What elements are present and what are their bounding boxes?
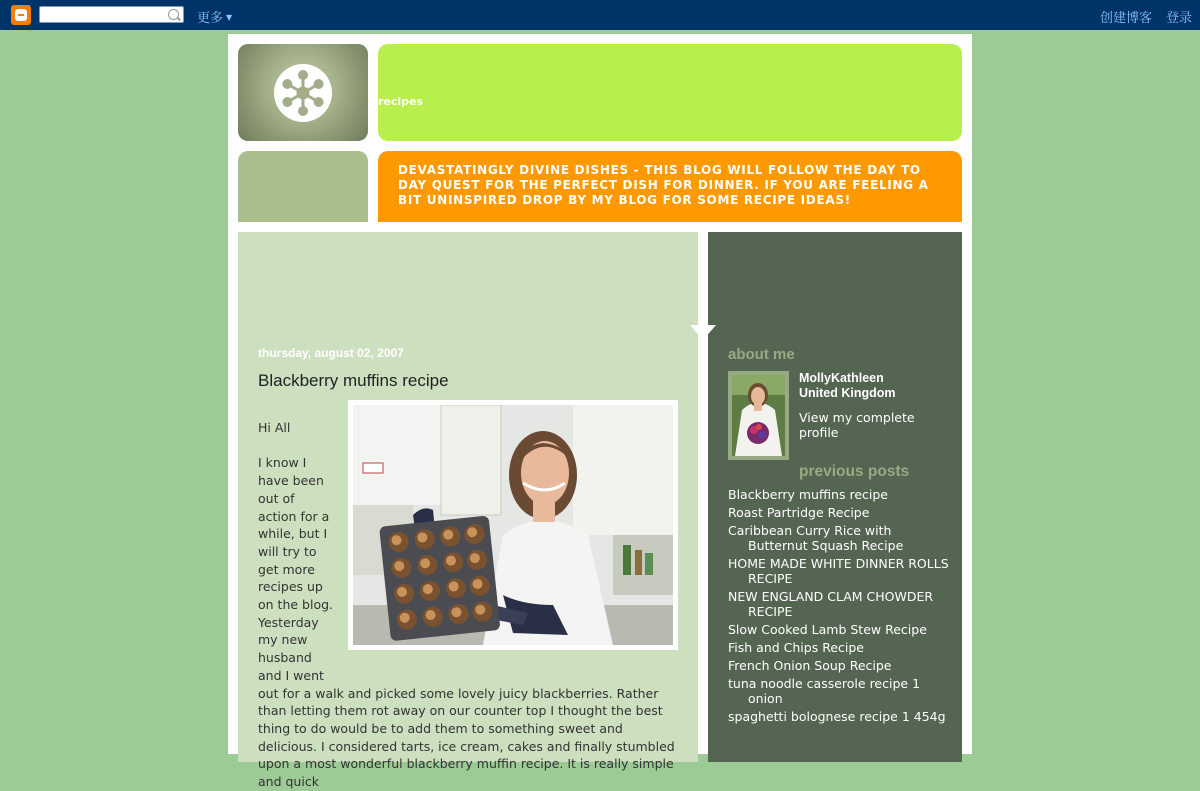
caret-down-icon: ▼ [226, 13, 233, 22]
previous-post-link[interactable]: Fish and Chips Recipe [728, 640, 864, 655]
column-notch [690, 325, 716, 340]
profile-name[interactable]: MollyKathleen [799, 371, 884, 385]
blogger-navbar [0, 0, 1200, 30]
about-me-heading: about me [728, 346, 795, 363]
search-input[interactable] [39, 6, 184, 23]
bride-photo-image [732, 375, 785, 456]
previous-post-link[interactable]: Caribbean Curry Rice with Butternut Squash Recipe [728, 523, 904, 553]
previous-post-link[interactable]: spaghetti bolognese recipe 1 454g [728, 709, 946, 724]
photo-float-spacer [336, 454, 676, 679]
search-icon[interactable] [168, 9, 179, 20]
previous-post-link[interactable]: Roast Partridge Recipe [728, 505, 870, 520]
post-paragraph [258, 454, 676, 790]
previous-post-link[interactable]: HOME MADE WHITE DINNER ROLLS RECIPE [728, 556, 949, 586]
previous-post-link[interactable]: tuna noodle casserole recipe 1 onion [728, 676, 921, 706]
post-greeting: Hi All [258, 420, 291, 435]
previous-posts-heading: previous posts [799, 463, 910, 480]
decorative-block [238, 151, 368, 222]
flower-logo-icon [274, 64, 332, 122]
blog-logo [238, 44, 368, 141]
previous-post-link[interactable]: NEW ENGLAND CLAM CHOWDER RECIPE [728, 589, 934, 619]
previous-post-link[interactable]: French Onion Soup Recipe [728, 658, 892, 673]
post-date: thursday, august 02, 2007 [258, 346, 404, 360]
blog-title-banner [378, 44, 962, 141]
previous-post-link[interactable]: Blackberry muffins recipe [728, 487, 888, 502]
blog-description-banner [378, 151, 962, 222]
blogger-logo-icon[interactable] [11, 5, 31, 25]
login-link[interactable]: 登录 [1166, 11, 1193, 26]
profile-name-block [799, 371, 896, 401]
blog-title[interactable]: recipes [378, 95, 424, 108]
more-menu-button[interactable] [197, 7, 232, 26]
post-title[interactable]: Blackberry muffins recipe [258, 371, 449, 390]
post-paragraph-text: I know I have been out of action for a while, but I will try to get more recipes up on the blog. Yesterday my new husband and I went out for a walk and picked some lovely juicy blackberries. Rather than letting them rot away on our counter top I thought the best thing to do would be to add them to something sweet and delicious. I considered tarts, ice cream, cakes and finally stumbled upon a most wonderful blackberry muffin recipe. It is really simple and quick [258, 455, 675, 790]
blog-frame [228, 34, 972, 790]
previous-post-link[interactable]: Slow Cooked Lamb Stew Recipe [728, 622, 927, 637]
more-menu-label: 更多 [197, 11, 224, 26]
blog-description: DEVASTATINGLY DIVINE DISHES - THIS BLOG WILL FOLLOW THE DAY TO DAY QUEST FOR THE PERFECT DISH FOR DINNER. IF YOU ARE FEELING A BIT UNINSPIRED DROP BY MY BLOG FOR SOME RECIPE IDEAS! [398, 163, 929, 207]
profile-photo[interactable] [728, 371, 789, 460]
previous-posts-list [728, 487, 950, 727]
create-blog-link[interactable]: 创建博客 [1100, 11, 1153, 26]
profile-location: United Kingdom [799, 386, 896, 400]
post-body [258, 419, 676, 791]
view-profile-link[interactable]: View my complete profile [799, 410, 915, 440]
